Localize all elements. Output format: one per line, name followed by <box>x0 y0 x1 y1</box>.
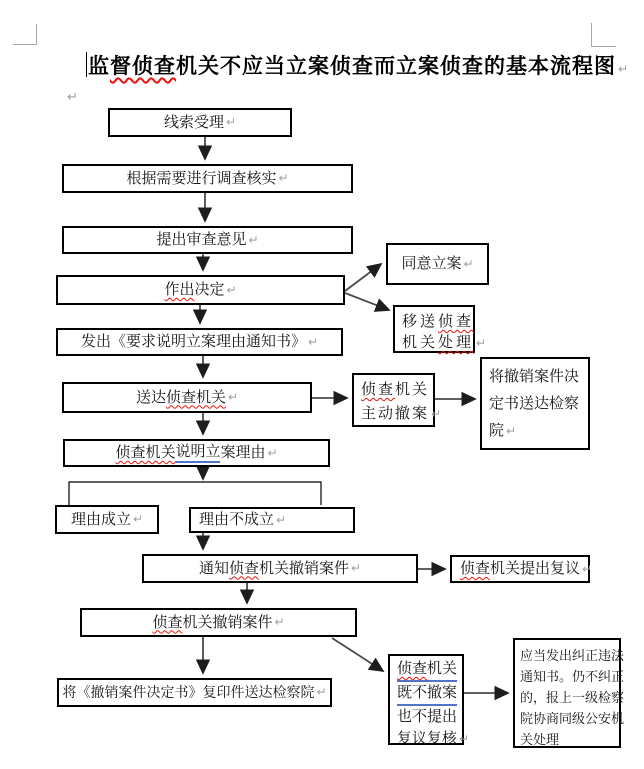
text-cursor <box>86 52 87 77</box>
box-label: 侦查 <box>152 613 183 631</box>
flow-box-notify-withdraw-case[interactable] <box>142 554 418 583</box>
box-label: 决定 <box>194 281 225 298</box>
flow-box-send-withdraw-decision[interactable] <box>480 357 590 450</box>
box-label: 侦查机关 <box>115 444 176 461</box>
box-line <box>397 728 469 750</box>
margin-corner-icon <box>592 46 616 47</box>
paragraph-mark-icon: ↵ <box>316 685 327 700</box>
paragraph-mark-icon: ↵ <box>67 89 78 104</box>
margin-corner-icon <box>36 24 37 45</box>
box-label: 理由成立 <box>70 510 131 528</box>
box-line: 定书送达检察 <box>489 395 580 412</box>
box-label: 主动撤案 <box>361 405 430 422</box>
box-label: 作出 <box>164 281 195 298</box>
box-label: 说明立 <box>175 443 220 463</box>
box-label: 移送 <box>402 313 439 330</box>
title-text: 监 <box>88 55 110 78</box>
paragraph-mark-icon: ↵ <box>506 424 517 438</box>
box-label: 案理由 <box>220 444 266 461</box>
flow-box-request-reconsideration[interactable] <box>450 555 593 583</box>
box-line: 关处理 <box>520 732 560 747</box>
flow-box-make-decision[interactable] <box>56 275 345 305</box>
paragraph-mark-icon: ↵ <box>278 171 289 186</box>
flow-box-issue-correction-notice[interactable] <box>513 638 625 748</box>
flow-box-deliver-copy[interactable] <box>57 678 332 707</box>
flow-box-review-opinion[interactable] <box>62 226 353 254</box>
margin-corner-icon <box>13 44 37 45</box>
box-label: 机关提出复议 <box>490 560 581 577</box>
box-label: 送达 <box>135 388 166 406</box>
paragraph-mark-icon: ↵ <box>459 732 470 746</box>
box-label: 侦查 <box>460 560 491 577</box>
box-line <box>361 378 429 402</box>
flow-box-clue-acceptance[interactable] <box>108 108 292 137</box>
page-title <box>88 50 629 80</box>
box-label: 机关 <box>395 381 430 398</box>
box-label: 侦查机关 <box>165 388 226 406</box>
flow-box-reason-valid[interactable] <box>55 505 159 534</box>
box-label: 机关 <box>427 660 458 677</box>
box-line: 也不提出 <box>397 708 458 725</box>
paragraph-mark-icon: ↵ <box>225 115 237 130</box>
box-line: 通知书。仍不纠正 <box>520 669 625 684</box>
paragraph-mark-icon: ↵ <box>226 282 237 297</box>
flow-box-explain-reason[interactable] <box>63 439 330 467</box>
box-line <box>397 658 457 682</box>
paragraph-mark-icon: ↵ <box>618 62 630 76</box>
flow-box-organ-self-withdraw[interactable] <box>352 373 444 427</box>
paragraph-mark-icon: ↵ <box>132 512 144 527</box>
paragraph-mark-icon: ↵ <box>582 561 593 576</box>
flow-box-reason-invalid[interactable] <box>189 507 355 533</box>
flow-box-investigate-verify[interactable] <box>62 164 353 193</box>
box-label: 复议复核 <box>397 730 458 747</box>
box-label: 通知 <box>198 559 229 577</box>
paragraph-mark-icon: ↵ <box>248 232 259 247</box>
box-line <box>489 417 516 445</box>
box-label: 发出《要求说明立案理由通知书》 <box>80 333 306 350</box>
paragraph-mark-icon: ↵ <box>431 407 444 421</box>
paragraph-mark-icon: ↵ <box>274 615 285 630</box>
flow-box-organ-withdraws-case[interactable] <box>80 608 357 637</box>
box-label: 院 <box>489 422 505 439</box>
box-label: 机关 <box>402 334 439 351</box>
box-label: 机关撤销案件 <box>182 613 273 631</box>
box-line: 既不撤案 <box>397 682 457 706</box>
box-line: 院协商同级公安机 <box>520 711 625 726</box>
paragraph-mark-icon: ↵ <box>350 561 362 576</box>
box-line: 应当发出纠正违法 <box>520 648 625 663</box>
box-label: 侦查 <box>361 381 396 398</box>
box-label: 机关撤销案件 <box>258 559 349 577</box>
paragraph-mark-icon: ↵ <box>476 336 490 350</box>
paragraph-mark-icon: ↵ <box>267 445 278 460</box>
flow-box-transfer-to-organ[interactable] <box>393 305 490 353</box>
paragraph-mark-icon: ↵ <box>227 390 239 405</box>
paragraph-mark-icon: ↵ <box>463 256 474 271</box>
flow-box-deliver-to-organ[interactable] <box>62 382 312 413</box>
title-text-spellcheck: 督侦查 <box>110 55 176 78</box>
box-label: 侦查 <box>397 660 428 677</box>
paragraph-mark-icon: ↵ <box>276 512 287 527</box>
box-line: 将撤销案件决 <box>489 368 580 385</box>
title-text: 机关不应当立案侦查而立案侦查的基本流程图 <box>176 55 616 78</box>
box-label: 侦查 <box>228 559 259 577</box>
box-label: 理由不成立 <box>199 511 275 528</box>
box-label: 处理 <box>438 334 475 351</box>
margin-corner-icon <box>591 23 592 47</box>
box-line <box>402 311 474 332</box>
box-line: 的，报上一级检察 <box>520 690 625 705</box>
flow-box-neither-withdraw-nor-appeal[interactable] <box>388 654 470 747</box>
paragraph-mark-icon: ↵ <box>307 334 319 349</box>
box-label: 提出审查意见 <box>156 231 247 248</box>
box-label: 将《撤销案件决定书》复印件送达检察院 <box>62 684 315 701</box>
box-line <box>361 402 443 426</box>
flow-box-agree-to-file[interactable] <box>386 243 489 285</box>
box-label: 线索受理 <box>163 113 224 131</box>
flow-box-issue-notice[interactable] <box>56 328 343 356</box>
box-label: 侦查 <box>438 313 475 330</box>
box-line <box>402 332 489 354</box>
box-label: 同意立案 <box>401 255 462 272</box>
box-label: 根据需要进行调查核实 <box>126 169 277 187</box>
